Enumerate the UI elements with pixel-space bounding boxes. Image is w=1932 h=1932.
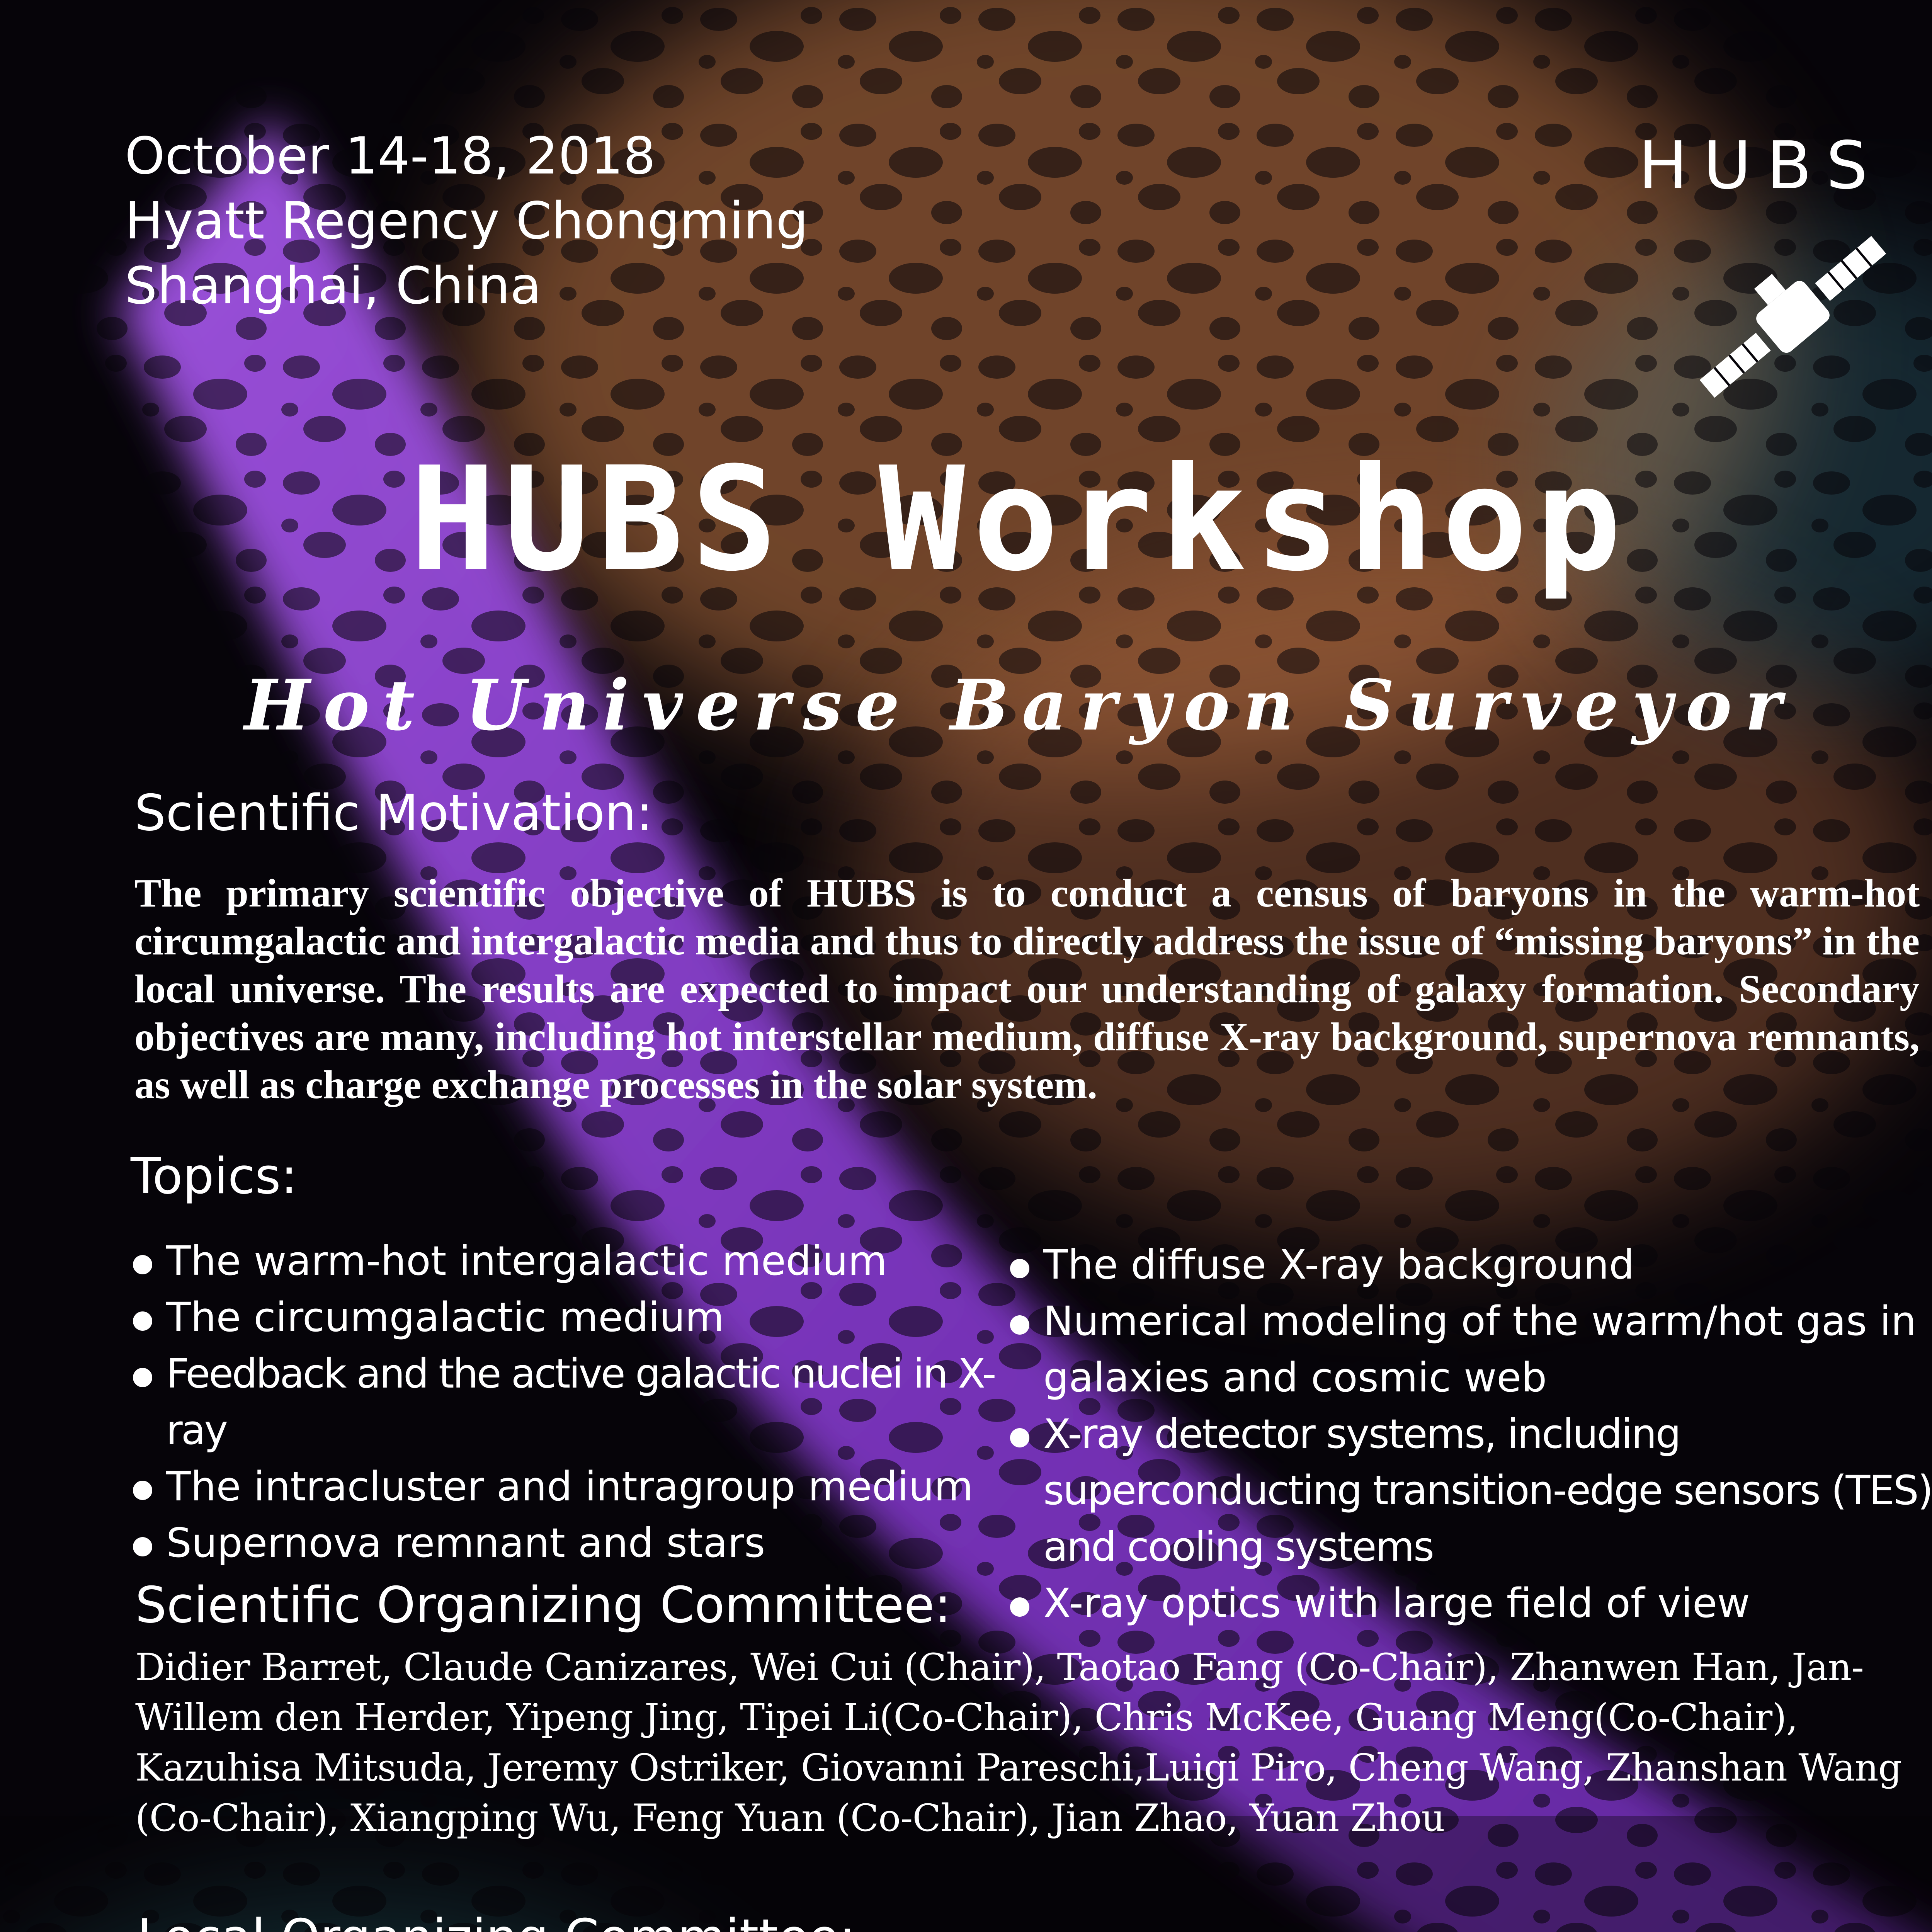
topic-item: Feedback and the active galactic nuclei in X-ray (131, 1345, 1001, 1458)
event-venue: Hyatt Regency Chongming (125, 189, 808, 253)
event-date: October 14-18, 2018 (125, 124, 808, 189)
topic-item: Supernova remnant and stars (131, 1515, 1001, 1571)
hubs-logo-text: HUBS (1638, 128, 1883, 204)
event-city: Shanghai, China (125, 253, 808, 318)
motivation-heading: Scientific Motivation: (134, 784, 653, 842)
soc-members: Didier Barret, Claude Canizares, Wei Cui (Chair), Taotao Fang (Co-Chair), Zhanwen Han, Jan-Willem den Herder, Yipeng Jing, Tipei Li(Co-Chair), Chris McKee, Guang Meng(Co-Chair), Kazuhisa Mitsuda, Jeremy Ostriker, Giovanni Pareschi,Luigi Piro, Cheng Wang, Zhanshan Wang (Co-Chair), Xiangping Wu, Feng Yuan (Co-Chair), Jian Zhao, Yuan Zhou (135, 1642, 1913, 1843)
topic-item: The warm-hot intergalactic medium (131, 1233, 1001, 1289)
workshop-subtitle: Hot Universe Baryon Surveyor (0, 665, 1932, 746)
topic-item: The circumgalactic medium (131, 1289, 1001, 1345)
topic-item: X-ray detector systems, including superconducting transition-edge sensors (TES) and cooling systems (1009, 1406, 1932, 1575)
topic-item: The intracluster and intragroup medium (131, 1458, 1001, 1515)
topic-item: X-ray optics with large field of view (1009, 1575, 1932, 1631)
motivation-text: The primary scientific objective of HUBS is to conduct a census of baryons in the warm-hot circumgalactic and intergalactic media and thus to directly address the issue of “missing baryons” in the local universe. The results are expected to impact our understanding of galaxy formation. Secondary objectives are many, including hot interstellar medium, diffuse X-ray background, supernova remnants, as well as charge exchange processes in the solar system. (134, 869, 1920, 1109)
topic-item: Numerical modeling of the warm/hot gas in galaxies and cosmic web (1009, 1293, 1932, 1406)
workshop-title: HUBS Workshop (0, 437, 1932, 603)
topic-item: The diffuse X-ray background (1009, 1236, 1932, 1293)
soc-heading: Scientific Organizing Committee: (135, 1577, 951, 1634)
topics-heading: Topics: (131, 1148, 298, 1205)
